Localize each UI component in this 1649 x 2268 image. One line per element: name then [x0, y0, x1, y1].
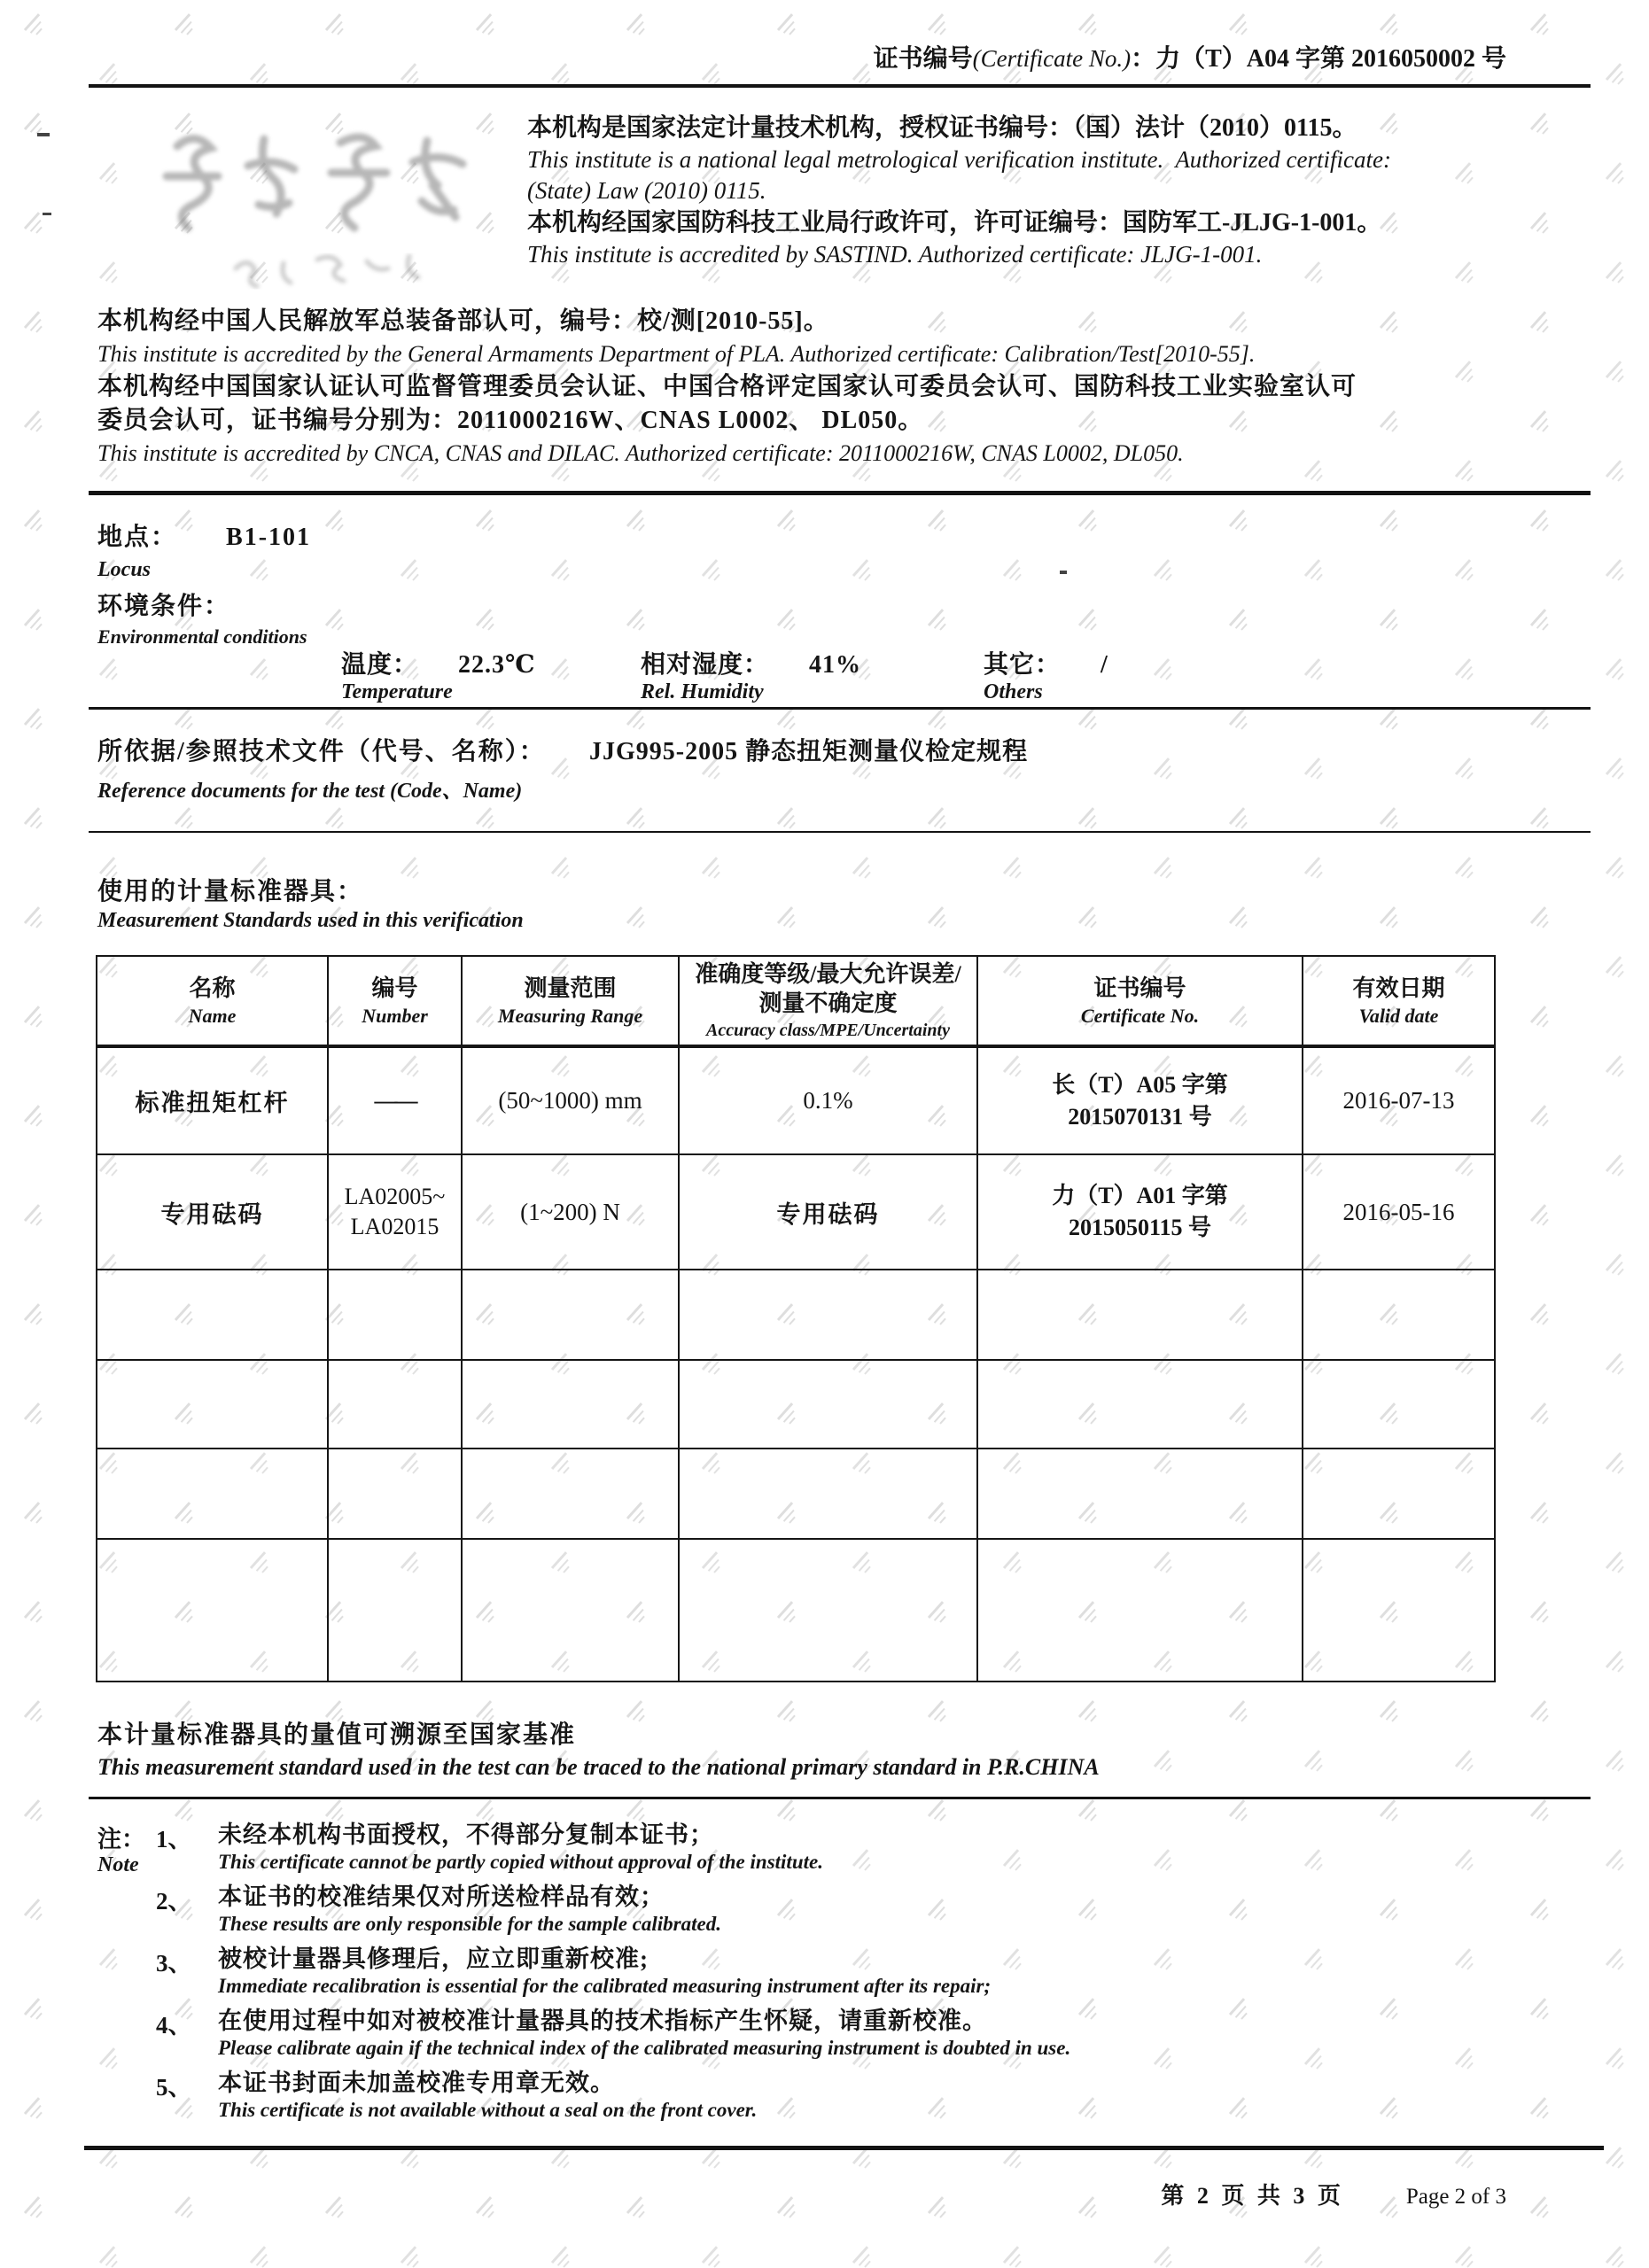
env-conditions-label-en: Environmental conditions — [97, 625, 307, 648]
reference-label-en: Reference documents for the test (Code、Name) — [97, 780, 523, 803]
table-row-empty — [97, 1360, 1495, 1449]
cell-valid-date: 2016-07-13 — [1303, 1046, 1495, 1154]
reference-label-zh: 所依据/参照技术文件（代号、名称）： — [97, 738, 546, 765]
locus-row — [97, 517, 311, 553]
cell-accuracy: 专用砝码 — [679, 1154, 977, 1270]
env-humidity — [641, 645, 861, 704]
locus-label-zh: 地点： — [97, 524, 178, 551]
header-valid-date: 有效日期 Valid date — [1303, 956, 1495, 1046]
accreditation-statements — [97, 305, 1515, 470]
top-rule — [89, 84, 1591, 88]
note-text-zh: 被校计量器具修理后，应立即重新校准; — [218, 1946, 649, 1972]
note-text-en: Immediate recalibration is essential for the calibrated measuring instrument after its repair; — [218, 1975, 992, 1997]
temperature-label-en: Temperature — [341, 680, 453, 703]
table-row — [97, 1154, 1495, 1270]
statement-sastind-zh: 本机构经国家国防科技工业局行政许可，许可证编号：国防军工-JLJG-1-001。 — [527, 209, 1382, 237]
statement-cnas-zh-line1: 本机构经中国国家认证认可监督管理委员会认证、中国合格评定国家认可委员会认可、国防科技工业实验室认可 — [97, 373, 1357, 400]
statement-pla-zh: 本机构经中国人民解放军总装备部认可，编号：校/测[2010-55]。 — [97, 307, 829, 335]
humidity-label-zh: 相对湿度： — [641, 651, 770, 679]
note-item — [97, 2006, 1497, 2061]
note-text-zh: 本证书的校准结果仅对所送检样品有效； — [218, 1884, 665, 1910]
table-row-empty — [97, 1270, 1495, 1360]
traceability-en: This measurement standard used in the test can be traced to the national primary standard in P.R.CHINA — [97, 1754, 1100, 1780]
note-text-en: These results are only responsible for the sample calibrated. — [218, 1913, 721, 1935]
standards-title-en: Measurement Standards used in this verification — [97, 909, 524, 932]
standards-table — [96, 955, 1496, 1682]
statement-sastind-en: This institute is accredited by SASTIND. Authorized certificate: JLJG-1-001. — [527, 241, 1263, 268]
statement-pla-en: This institute is accredited by the General Armaments Department of PLA. Authorized certificate: Calibration/Test[2010-55]. — [97, 341, 1256, 367]
cell-valid-date: 2016-05-16 — [1303, 1154, 1495, 1270]
certificate-no-colon: ： — [1131, 45, 1156, 73]
certificate-no-value: 力（T）A04 字第 2016050002 号 — [1155, 45, 1506, 73]
note-number: 1、 — [156, 1826, 192, 1852]
temperature-label-zh: 温度： — [341, 651, 419, 679]
table-header-row — [97, 956, 1495, 1046]
statement-legal-zh: 本机构是国家法定计量技术机构，授权证书编号：（国）法计（2010）0115。 — [527, 114, 1357, 142]
note-text-zh: 在使用过程中如对被校准计量器具的技术指标产生怀疑，请重新校准。 — [218, 2008, 987, 2034]
cell-number: —— — [328, 1046, 462, 1154]
section-rule-thick — [89, 491, 1591, 495]
note-text-en: Please calibrate again if the technical index of the calibrated measuring instrument is doubted in use. — [218, 2037, 1071, 2059]
others-label-en: Others — [984, 680, 1043, 703]
note-number: 4、 — [156, 2012, 192, 2039]
header-number: 编号 Number — [328, 956, 462, 1046]
page-number-en: Page 2 of 3 — [1405, 2185, 1506, 2209]
humidity-label-en: Rel. Humidity — [641, 680, 764, 703]
others-value: / — [1101, 651, 1108, 679]
note-text-en: This certificate cannot be partly copied without approval of the institute. — [218, 1851, 823, 1873]
statement-legal-en — [527, 144, 1391, 175]
cell-certificate-no: 长（T）A05 字第 2015070131 号 — [977, 1046, 1303, 1154]
temperature-value: 22.3℃ — [458, 651, 536, 679]
reference-value: JJG995-2005 静态扭矩测量仪检定规程 — [589, 738, 1029, 765]
scan-artifact-dash — [37, 133, 50, 136]
locus-label-en: Locus — [97, 558, 151, 581]
page-number-zh: 第 2 页 共 3 页 — [1161, 2183, 1344, 2209]
others-label-zh: 其它： — [984, 651, 1062, 679]
table-row-empty — [97, 1539, 1495, 1682]
note-number: 5、 — [156, 2074, 192, 2101]
note-item — [97, 1882, 1497, 1937]
cell-accuracy: 0.1% — [679, 1046, 977, 1154]
humidity-value: 41% — [809, 651, 862, 679]
note-item — [97, 1944, 1497, 1999]
section-rule — [89, 707, 1591, 710]
cell-name: 标准扭矩杠杆 — [97, 1046, 328, 1154]
note-item — [97, 1820, 1497, 1875]
header-certificate-no: 证书编号 Certificate No. — [977, 956, 1303, 1046]
section-rule-thin — [89, 831, 1591, 833]
scan-artifact-dot — [1060, 571, 1067, 574]
statement-legal-en-right: Authorized certificate: — [1175, 146, 1391, 173]
note-text-zh: 本证书封面未加盖校准专用章无效。 — [218, 2070, 615, 2096]
cell-name: 专用砝码 — [97, 1154, 328, 1270]
env-others — [984, 645, 1108, 704]
note-label-zh: 注： — [97, 1826, 145, 1852]
section-rule — [89, 1797, 1591, 1799]
notes-section — [97, 1820, 1497, 2130]
cell-range: (50~1000) mm — [462, 1046, 679, 1154]
certificate-number-line — [874, 39, 1506, 74]
statement-legal-en-cont: (State) Law (2010) 0115. — [527, 177, 766, 204]
note-item — [97, 2068, 1497, 2123]
table-row-empty — [97, 1449, 1495, 1539]
bottom-rule — [84, 2146, 1604, 2150]
env-temperature — [341, 645, 536, 704]
institute-statements — [527, 112, 1391, 270]
note-text-en: This certificate is not available without a seal on the front cover. — [218, 2099, 758, 2121]
certificate-no-label-en: (Certificate No.) — [972, 45, 1132, 72]
header-measuring-range: 测量范围 Measuring Range — [462, 956, 679, 1046]
statement-legal-en-left: This institute is a national legal metrological verification institute. — [527, 146, 1164, 173]
table-row — [97, 1046, 1495, 1154]
standards-title-zh: 使用的计量标准器具： — [97, 878, 364, 905]
traceability-zh: 本计量标准器具的量值可溯源至国家基准 — [97, 1721, 577, 1749]
note-number: 3、 — [156, 1950, 192, 1977]
certificate-no-label-zh: 证书编号 — [873, 45, 973, 73]
note-number: 2、 — [156, 1888, 192, 1915]
page-footer — [1161, 2178, 1506, 2210]
header-name: 名称 Name — [97, 956, 328, 1046]
statement-cnas-en: This institute is accredited by CNCA, CNAS and DILAC. Authorized certificate: 2011000216W, CNAS L0002, DL050. — [97, 440, 1184, 466]
env-conditions-label-zh: 环境条件： — [97, 593, 231, 620]
cell-range: (1~200) N — [462, 1154, 679, 1270]
scan-artifact-dash — [43, 213, 51, 215]
cell-certificate-no: 力（T）A01 字第 2015050115 号 — [977, 1154, 1303, 1270]
locus-value: B1-101 — [226, 524, 312, 551]
note-text-zh: 未经本机构书面授权，不得部分复制本证书； — [218, 1821, 714, 1848]
institute-calligraphy-logo — [151, 120, 496, 310]
statement-cnas-zh-line2: 委员会认可，证书编号分别为：2011000216W、CNAS L0002、 DL050。 — [97, 407, 924, 434]
note-label-en: Note — [97, 1853, 139, 1876]
cell-number: LA02005~ LA02015 — [328, 1154, 462, 1270]
header-accuracy: 准确度等级/最大允许误差/测量不确定度 Accuracy class/MPE/Uncertainty — [679, 956, 977, 1046]
